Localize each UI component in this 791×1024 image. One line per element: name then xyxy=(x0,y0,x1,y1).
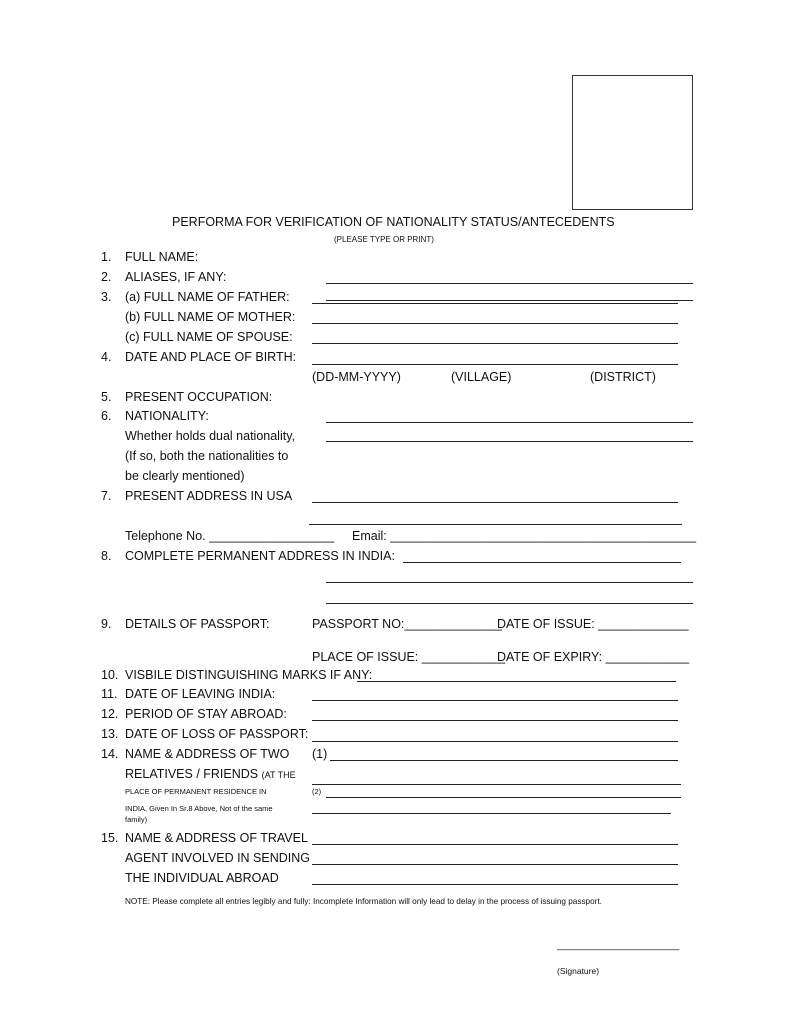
spouse-name-label: (c) FULL NAME OF SPOUSE: xyxy=(125,330,293,344)
passport-no-field[interactable]: PASSPORT NO:______________ xyxy=(312,617,502,631)
item-number: 4. xyxy=(101,350,112,364)
mother-name-label: (b) FULL NAME OF MOTHER: xyxy=(125,310,296,324)
father-name-label: (a) FULL NAME OF FATHER: xyxy=(125,290,290,304)
email-field[interactable]: Email: ____________________________________________ xyxy=(352,529,697,543)
item-number: 12. xyxy=(101,707,119,721)
usa-address-label: PRESENT ADDRESS IN USA xyxy=(125,489,293,503)
item-number: 2. xyxy=(101,270,112,284)
relatives-note: INDIA, Given In Sr.8 Above, Not of the same xyxy=(125,804,273,813)
form-title: PERFORMA FOR VERIFICATION OF NATIONALITY STATUS/ANTECEDENTS xyxy=(172,215,615,229)
marks-line[interactable] xyxy=(357,681,676,682)
item-number: 14. xyxy=(101,747,119,761)
relative-1-marker: (1) xyxy=(312,747,328,761)
dob-hint: (DD-MM-YYYY) xyxy=(312,370,401,384)
item-number: 13. xyxy=(101,727,119,741)
father-name-line[interactable] xyxy=(312,303,678,304)
relatives-note: PLACE OF PERMANENT RESIDENCE IN xyxy=(125,787,267,796)
signature-label: (Signature) xyxy=(557,966,600,976)
village-hint: (VILLAGE) xyxy=(451,370,512,384)
loss-of-passport-label: DATE OF LOSS OF PASSPORT: xyxy=(125,727,309,741)
telephone-field[interactable]: Telephone No. __________________ xyxy=(125,529,335,543)
item-number: 1. xyxy=(101,250,112,264)
travel-agent-label: AGENT INVOLVED IN SENDING xyxy=(125,851,310,865)
district-hint: (DISTRICT) xyxy=(590,370,656,384)
dual-nationality-text: be clearly mentioned) xyxy=(125,469,245,483)
travel-agent-label: NAME & ADDRESS OF TRAVEL xyxy=(125,831,308,845)
spouse-name-line[interactable] xyxy=(312,343,678,344)
item-number: 11. xyxy=(101,687,118,701)
nationality-line[interactable] xyxy=(326,441,693,442)
dual-nationality-text: Whether holds dual nationality, xyxy=(125,429,296,443)
india-address-label: COMPLETE PERMANENT ADDRESS IN INDIA: xyxy=(125,549,395,563)
form-subtitle: (PLEASE TYPE OR PRINT) xyxy=(334,235,434,244)
relatives-note: family) xyxy=(125,815,148,824)
nationality-label: NATIONALITY: xyxy=(125,409,209,423)
travel-agent-line[interactable] xyxy=(312,864,678,865)
relatives-label: RELATIVES / FRIENDS (AT THE xyxy=(125,767,296,781)
relative-1-line[interactable] xyxy=(330,760,678,761)
full-name-label: FULL NAME: xyxy=(125,250,199,264)
item-number: 10. xyxy=(101,668,119,682)
stay-abroad-label: PERIOD OF STAY ABROAD: xyxy=(125,707,287,721)
date-of-expiry-field[interactable]: DATE OF EXPIRY: ____________ xyxy=(497,650,690,664)
item-number: 15. xyxy=(101,831,119,845)
leaving-india-line[interactable] xyxy=(312,700,678,701)
aliases-line[interactable] xyxy=(326,300,693,301)
birth-label: DATE AND PLACE OF BIRTH: xyxy=(125,350,297,364)
item-number: 3. xyxy=(101,290,112,304)
relative-1-line[interactable] xyxy=(312,784,681,785)
full-name-line[interactable] xyxy=(326,283,693,284)
travel-agent-line[interactable] xyxy=(312,884,678,885)
loss-of-passport-line[interactable] xyxy=(312,741,678,742)
usa-address-line[interactable] xyxy=(312,502,678,503)
birth-line[interactable] xyxy=(312,364,678,365)
photo-box xyxy=(572,75,693,210)
item-number: 6. xyxy=(101,409,112,423)
item-number: 8. xyxy=(101,549,112,563)
passport-details-label: DETAILS OF PASSPORT: xyxy=(125,617,270,631)
india-address-line[interactable] xyxy=(326,582,693,583)
occupation-label: PRESENT OCCUPATION: xyxy=(125,390,273,404)
travel-agent-line[interactable] xyxy=(312,844,678,845)
usa-address-line[interactable] xyxy=(309,524,682,525)
aliases-label: ALIASES, IF ANY: xyxy=(125,270,227,284)
relative-2-line[interactable] xyxy=(312,813,671,814)
place-of-issue-field[interactable]: PLACE OF ISSUE: ____________ xyxy=(312,650,506,664)
item-number: 9. xyxy=(101,617,112,631)
mother-name-line[interactable] xyxy=(312,323,678,324)
signature-line[interactable]: ______________________ xyxy=(557,940,680,951)
stay-abroad-line[interactable] xyxy=(312,720,678,721)
relative-2-marker: (2) xyxy=(312,787,322,796)
leaving-india-label: DATE OF LEAVING INDIA: xyxy=(125,687,276,701)
travel-agent-label: THE INDIVIDUAL ABROAD xyxy=(125,871,279,885)
relative-2-line[interactable] xyxy=(326,797,681,798)
india-address-line[interactable] xyxy=(403,562,681,563)
india-address-line[interactable] xyxy=(326,603,693,604)
date-of-issue-field[interactable]: DATE OF ISSUE: _____________ xyxy=(497,617,689,631)
relatives-label: NAME & ADDRESS OF TWO xyxy=(125,747,290,761)
note-text: NOTE: Please complete all entries legibly and fully: Incomplete Information will only lead to delay in the process of issuing passport. xyxy=(125,897,602,906)
occupation-line[interactable] xyxy=(326,422,693,423)
marks-label: VISBILE DISTINGUISHING MARKS IF ANY: xyxy=(125,668,373,682)
dual-nationality-text: (If so, both the nationalities to xyxy=(125,449,289,463)
item-number: 5. xyxy=(101,390,112,404)
item-number: 7. xyxy=(101,489,112,503)
